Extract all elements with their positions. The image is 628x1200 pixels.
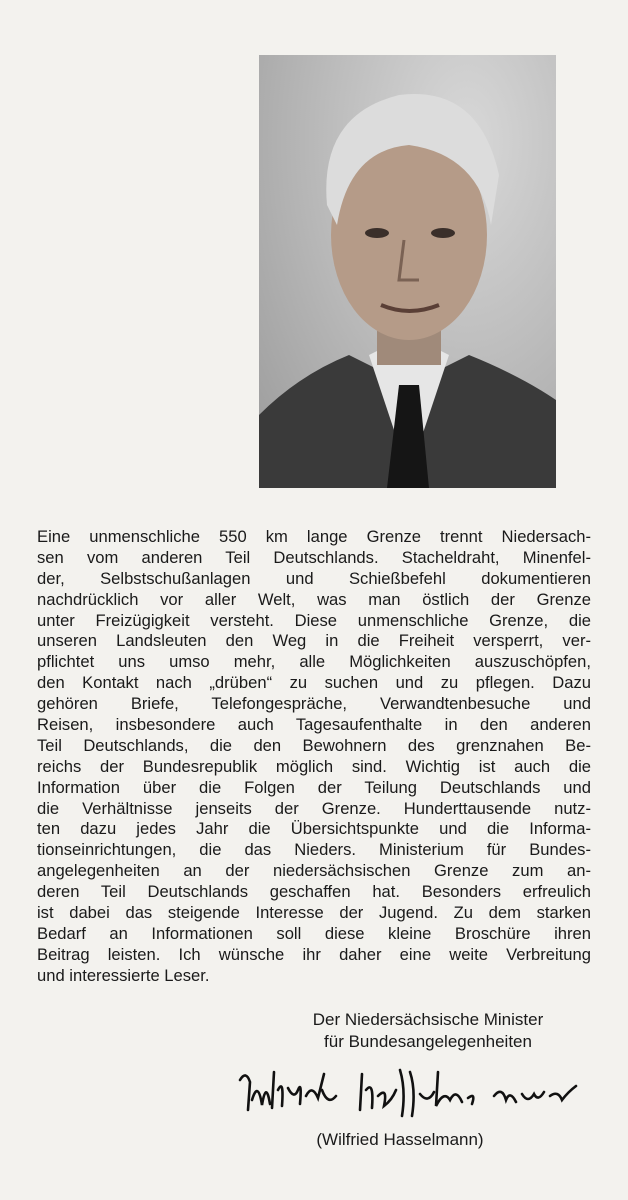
text-line: Eine unmenschliche 550 km lange Grenze trennt Niedersach-: [37, 527, 591, 546]
signatory-name: (Wilfried Hasselmann): [316, 1130, 484, 1149]
text-line: reichs der Bundesrepublik möglich sind. Wichtig ist auch die: [37, 756, 591, 776]
text-line: die Verhältnisse jenseits der Grenze. Hunderttausende nutz-: [37, 798, 591, 818]
text-line: Reisen, insbesondere auch Tagesaufenthalte in den anderen: [37, 715, 591, 735]
text-line: unter Freizügigkeit versteht. Diese unmenschliche Grenze, die: [37, 610, 591, 630]
text-line: sen vom anderen Teil Deutschlands. Stacheldraht, Minenfel-: [37, 547, 591, 567]
text-line: ten dazu jedes Jahr die Übersichtspunkte und die Informa-: [37, 819, 591, 839]
text-line: der, Selbstschußanlagen und Schießbefehl dokumentieren: [37, 568, 591, 588]
text-line: Bedarf an Informationen soll diese kleine Broschüre ihren: [37, 923, 591, 943]
text-line: Beitrag leisten. Ich wünsche ihr daher eine weite Verbreitung: [37, 944, 591, 964]
portrait-photo: [259, 55, 556, 488]
text-line: nachdrücklich vor aller Welt, was man östlich der Grenze: [37, 589, 591, 609]
text-line: deren Teil Deutschlands geschaffen hat. Besonders erfreulich: [37, 882, 591, 902]
text-line: den Kontakt nach „drüben“ zu suchen und zu pflegen. Dazu: [37, 673, 591, 693]
text-line: unseren Landsleuten den Weg in die Freiheit versperrt, ver-: [37, 631, 591, 651]
text-line: ist dabei das steigende Interesse der Jugend. Zu dem starken: [37, 903, 591, 923]
text-line: angelegenheiten an der niedersächsischen Grenze zum an-: [37, 861, 591, 881]
text-line: und interessierte Leser.: [37, 965, 210, 985]
text-line: gehören Briefe, Telefongespräche, Verwandtenbesuche und: [37, 694, 591, 714]
handwritten-signature: [232, 1060, 592, 1122]
foreword-text: [37, 527, 591, 987]
text-line: Teil Deutschlands, die den Bewohnern des grenznahen Be-: [37, 735, 591, 755]
ministry-name: für Bundesangelegenheiten: [324, 1032, 532, 1051]
minister-title: Der Niedersächsische Minister: [312, 1010, 544, 1029]
text-line: tionseinrichtungen, die das Nieders. Ministerium für Bundes-: [37, 840, 591, 860]
text-line: Information über die Folgen der Teilung Deutschlands und: [37, 777, 591, 797]
text-line: pflichtet uns umso mehr, alle Möglichkeiten auszuschöpfen,: [37, 652, 591, 672]
